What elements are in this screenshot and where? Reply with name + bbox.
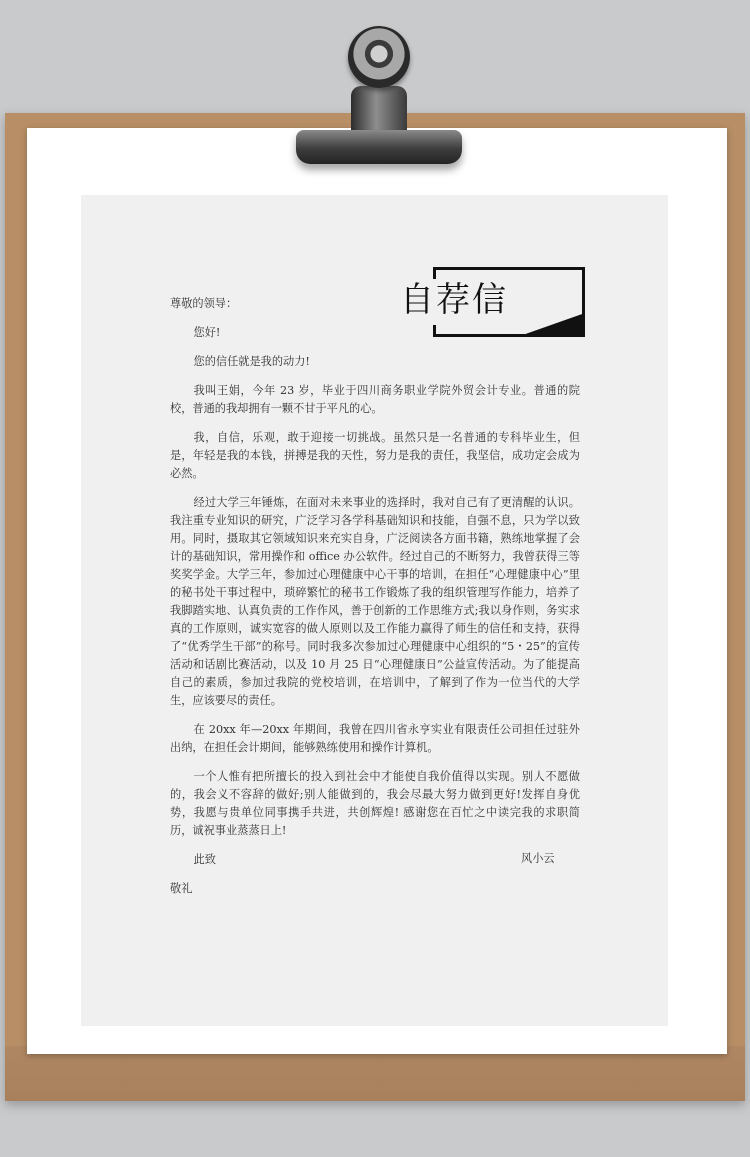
letter-title: 自荐信: [400, 280, 508, 320]
paragraph: 一个人惟有把所擅长的投入到社会中才能使自我价值得以实现。别人不愿做的，我会义不容辞的做好;别人能做到的，我会尽最大努力做到更好!发挥自身优势，我愿与贵单位同事携手共进，共创辉煌! 感谢您在百忙之中读完我的求职简历，诚祝事业蒸蒸日上!: [170, 770, 580, 837]
binder-clip-icon: [296, 26, 462, 172]
title-frame-left-top: [433, 267, 436, 279]
closing-1: 此致: [193, 853, 216, 866]
paragraph: 您的信任就是我的动力!: [193, 355, 310, 368]
title-frame-top: [433, 267, 585, 270]
paragraph: 我叫王娟，今年 23 岁，毕业于四川商务职业学院外贸会计专业。普通的院校，普通的我却拥有一颗不甘于平凡的心。: [170, 384, 580, 415]
letter-body: [170, 295, 580, 909]
signature: 风小云: [521, 852, 555, 865]
clip-ring: [348, 26, 410, 88]
greeting: 您好!: [193, 326, 221, 339]
paragraph: 经过大学三年锤炼，在面对未来事业的选择时，我对自己有了更清醒的认识。我注重专业知识的研究，广泛学习各学科基础知识和技能，自强不息，只为学以致用。同时，摄取其它领域知识来充实自身，广泛阅读各方面书籍，熟练地掌握了会计的基础知识，常用操作和 office 办公软件。经过自己的不断努力，我曾获得三等奖奖学金。大学三年，参加过心理健康中心干事的培训，在担任“心理健康中心”里的秘书处干事过程中，琐碎繁忙的秘书工作锻炼了我的组织管理写作能力，培养了我脚踏实地、认真负责的工作作风，善于创新的工作思维方式;我以身作则，务实求真的工作原则，诚实宽容的做人原则以及工作能力赢得了师生的信任和支持，获得了“优秀学生干部”的称号。同时我多次参加过心理健康中心组织的“5・25”的宣传活动和话剧比赛活动，以及 10 月 25 日“心理健康日”公益宣传活动。为了能提高自己的素质，参加过我院的党校培训，在培训中，了解到了作为一位当代的大学生，应该要尽的责任。: [170, 496, 580, 707]
clipboard-bottom-edge: [5, 1046, 745, 1101]
closing-2: 敬礼: [170, 882, 193, 895]
paragraph: 我，自信，乐观，敢于迎接一切挑战。虽然只是一名普通的专科毕业生，但是，年轻是我的本钱，拼搏是我的天性，努力是我的责任，我坚信，成功定会成为必然。: [170, 431, 580, 480]
salutation: 尊敬的领导：: [170, 297, 238, 310]
paragraph: 在 20xx 年—20xx 年期间，我曾在四川省永亨实业有限责任公司担任过驻外出纳，在担任会计期间，能够熟练使用和操作计算机。: [170, 723, 580, 754]
clip-base: [296, 130, 462, 164]
